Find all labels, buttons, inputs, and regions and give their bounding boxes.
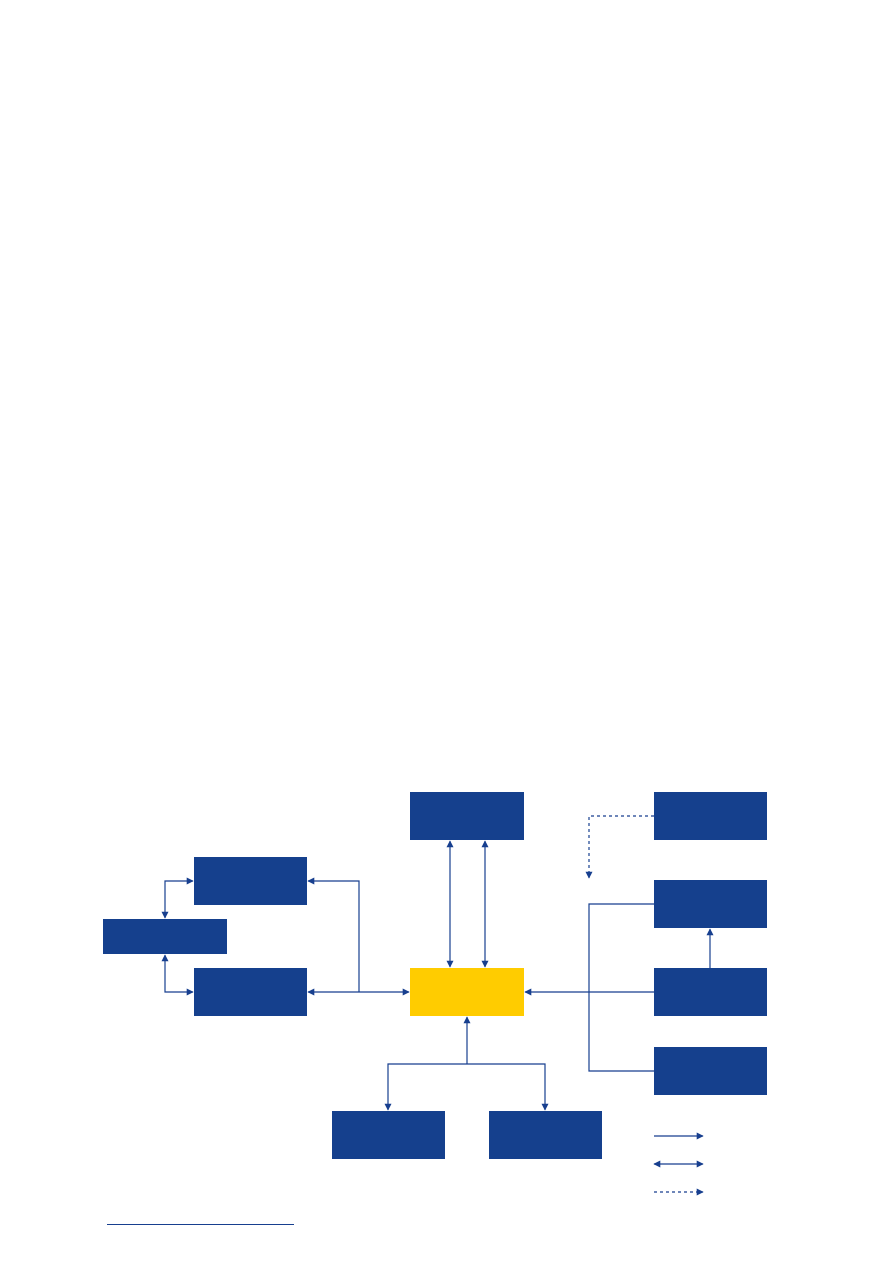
legend (654, 1136, 703, 1192)
node-lower-left (194, 968, 307, 1016)
node-right-lower (654, 1047, 767, 1095)
footnote-separator (107, 1224, 294, 1225)
edge-right-upper-right-lower-bracket (589, 904, 654, 1071)
edge-central-bottom-left (388, 1064, 467, 1110)
edge-central-upper-left (308, 881, 359, 992)
edge-top-right-dashed (589, 816, 654, 878)
node-far-left (103, 919, 227, 954)
node-central (410, 968, 524, 1016)
node-right-middle (654, 968, 767, 1016)
node-right-upper (654, 880, 767, 928)
node-top-right (654, 792, 767, 840)
nodes (103, 792, 767, 1159)
edge-far-left-upper-left (165, 881, 193, 918)
node-bottom-right (489, 1111, 602, 1159)
node-top-center (410, 792, 524, 840)
node-bottom-left (332, 1111, 445, 1159)
node-upper-left (194, 857, 307, 905)
edge-far-left-lower-left (165, 955, 193, 992)
edge-central-bottom-right (467, 1064, 545, 1110)
